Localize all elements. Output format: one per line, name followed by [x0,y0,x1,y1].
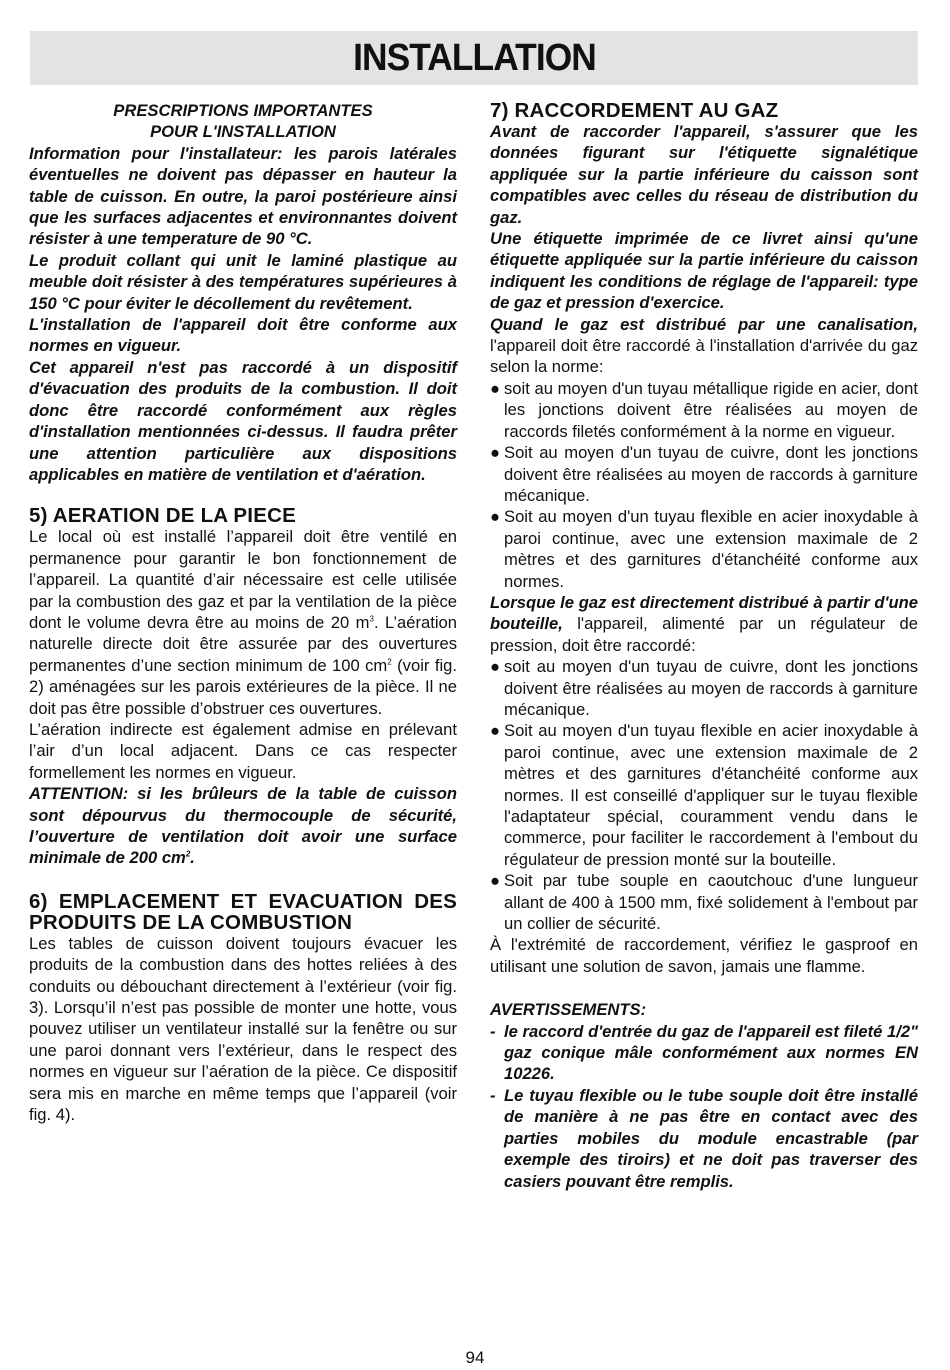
bottle-connection-list [490,656,918,934]
dash-icon: - [490,1085,496,1105]
bullet-icon: ● [490,443,501,463]
prescriptions-title-line2: POUR L'INSTALLATION [150,122,336,142]
bullet-icon: ● [490,507,501,527]
section-5-heading: 5) AERATION DE LA PIECE [29,504,296,528]
list-item: ● Soit au moyen d'un tuyau flexible en acier inoxydable à paroi continue, avec une extension maximale de 2 mètres et des garnitures d'étanchéité conforme aux normes. [490,507,918,591]
warnings-list [490,1021,918,1192]
section-7-paragraph-3: Quand le gaz est distribué par une canalisation, l'appareil doit être raccordé à l'installation d'arrivée du gaz selon la norme: [490,314,918,377]
list-item: - le raccord d'entrée du gaz de l'appareil est fileté 1/2" gaz conique mâle conformément aux normes EN 10226. [490,1021,918,1084]
bullet-icon: ● [490,721,501,741]
list-item: ● Soit au moyen d'un tuyau flexible en acier inoxydable à paroi continue, avec une extension maximale de 2 mètres et des garnitures d'étanchéité conforme aux normes. Il est conseillé d'appliquer sur le tuyau flexible l'adaptateur spécial, couramment vendu dans le commerce, pour faciliter le raccordement à l'embout du régulateur de pression monté sur la bouteille. [490,721,918,869]
page-number: 94 [465,1348,485,1367]
bullet-icon: ● [490,657,501,677]
prescriptions-paragraph-4: Cet appareil n'est pas raccordé à un dispositif d'évacuation des produits de la combustion. Il doit donc être raccordé conformément aux règles d'installation mentionnées ci-dessus. Il faudra prêter une attention particulière aux dispositions applicables en matière de ventilation et d'aération. [29,357,457,484]
title-bar [30,31,918,85]
bullet-icon: ● [490,871,501,891]
section-7-paragraph-4: Lorsque le gaz est directement distribué à partir d'une bouteille, l'appareil, alimenté par un régulateur de pression, doit être raccordé: [490,592,918,655]
warnings-title: AVERTISSEMENTS: [490,1000,647,1020]
list-item: ● Soit au moyen d'un tuyau de cuivre, dont les jonctions doivent être réalisées au moyen de raccords à garniture mécanique. [490,443,918,505]
list-item: ● soit au moyen d'un tuyau métallique rigide en acier, dont les jonctions doivent être réalisées au moyen de raccords filetés conformément à la norme en vigueur. [490,378,918,441]
pipeline-connection-list [490,378,918,592]
left-column [29,100,457,1125]
bullet-icon: ● [490,378,501,398]
dash-icon: - [490,1021,496,1041]
page-title: INSTALLATION [352,36,596,79]
section-7-paragraph-1: Avant de raccorder l'appareil, s'assurer que les données figurant sur l'étiquette signalétique appliquée sur la partie inférieure du caisson sont compatibles avec celles du réseau de distribution du gaz. [490,122,918,227]
section-7-heading: 7) RACCORDEMENT AU GAZ [490,99,779,122]
section-5-paragraph-2: L’aération indirecte est également admise en prélevant l’air d’un local adjacent. Dans ce cas respecter formellement les normes en vigueur. [29,719,457,782]
prescriptions-paragraph-3: L'installation de l'appareil doit être conforme aux normes en vigueur. [29,315,457,356]
section-6-paragraph-1: Les tables de cuisson doivent toujours évacuer les produits de la combustion dans des hottes reliées à des conduits ou débouchant directement à l’extérieur (voir fig. 3). Lorsqu’il n’est pas possible de monter une hotte, vous pouvez utiliser un ventilateur installé sur la fenêtre ou sur une paroi donnant vers l’extérieur, dans le respect des normes en vigueur sur l’aération de la pièce. Ce dispositif sera mis en marche en même temps que l’appareil (voir fig. 4). [29,933,457,1125]
section-5-paragraph-1: Le local où est installé l’appareil doit être ventilé en permanence pour garantir le bon fonctionnement de l’appareil. La quantité d’air nécessaire est celle utilisée par la combustion des gaz et par la ventilation de la pièce dont le volume devra être au moins de 20 $m^3$. L’aération naturelle directe doit être assurée par des ouvertures permanentes d’une section minimum de 100 $cm^2$ (voir fig. 2) aménagées sur les parois extérieures de la pièce. Il ne doit pas être possible d’obstruer ces ouvertures. [29,527,457,718]
section-7-paragraph-2: Une étiquette imprimée de ce livret ainsi qu'une étiquette appliquée sur la partie inférieure du caisson indiquent les conditions de réglage de l'appareil: type de gaz et pression d'exercice. [490,229,918,313]
section-7-paragraph-5: À l'extrémité de raccordement, vérifiez le gasproof en utilisant une solution de savon, jamais une flamme. [490,935,918,976]
prescriptions-paragraph-2: Le produit collant qui unit le laminé plastique au meuble doit résister à des températures supérieures à 150 °C pour éviter le décollement du revêtement. [29,250,457,313]
prescriptions-title-line1: PRESCRIPTIONS IMPORTANTES [113,101,373,120]
right-column [490,100,918,1192]
list-item: ● soit au moyen d'un tuyau de cuivre, dont les jonctions doivent être réalisées au moyen de raccords à garniture mécanique. [490,657,918,719]
section-6-heading: 6) EMPLACEMENT ET EVACUATION DES PRODUITS DE LA COMBUSTION [29,889,457,934]
prescriptions-paragraph-1: Information pour l'installateur: les parois latérales éventuelles ne doivent pas dépasser en hauteur la table de cuisson. En outre, la paroi postérieure ainsi que les surfaces adjacentes et environnantes doivent résister à une temperature de 90 °C. [29,143,457,249]
list-item: - Le tuyau flexible ou le tube souple doit être installé de manière à ne pas être en contact avec des parties mobiles du module encastrable (par exemple des tiroirs) et ne doit pas traverser des casiers pouvant être remplis. [490,1085,918,1191]
list-item: ● Soit par tube souple en caoutchouc d'une lungueur allant de 400 à 1500 mm, fixé solidement à l'embout par un collier de sécurité. [490,871,918,934]
section-5-attention: ATTENTION: si les brûleurs de la table de cuisson sont dépourvus du thermocouple de sécurité, l’ouverture de ventilation doit avoir une surface minimale de 200 $cm^2$. [29,784,457,868]
